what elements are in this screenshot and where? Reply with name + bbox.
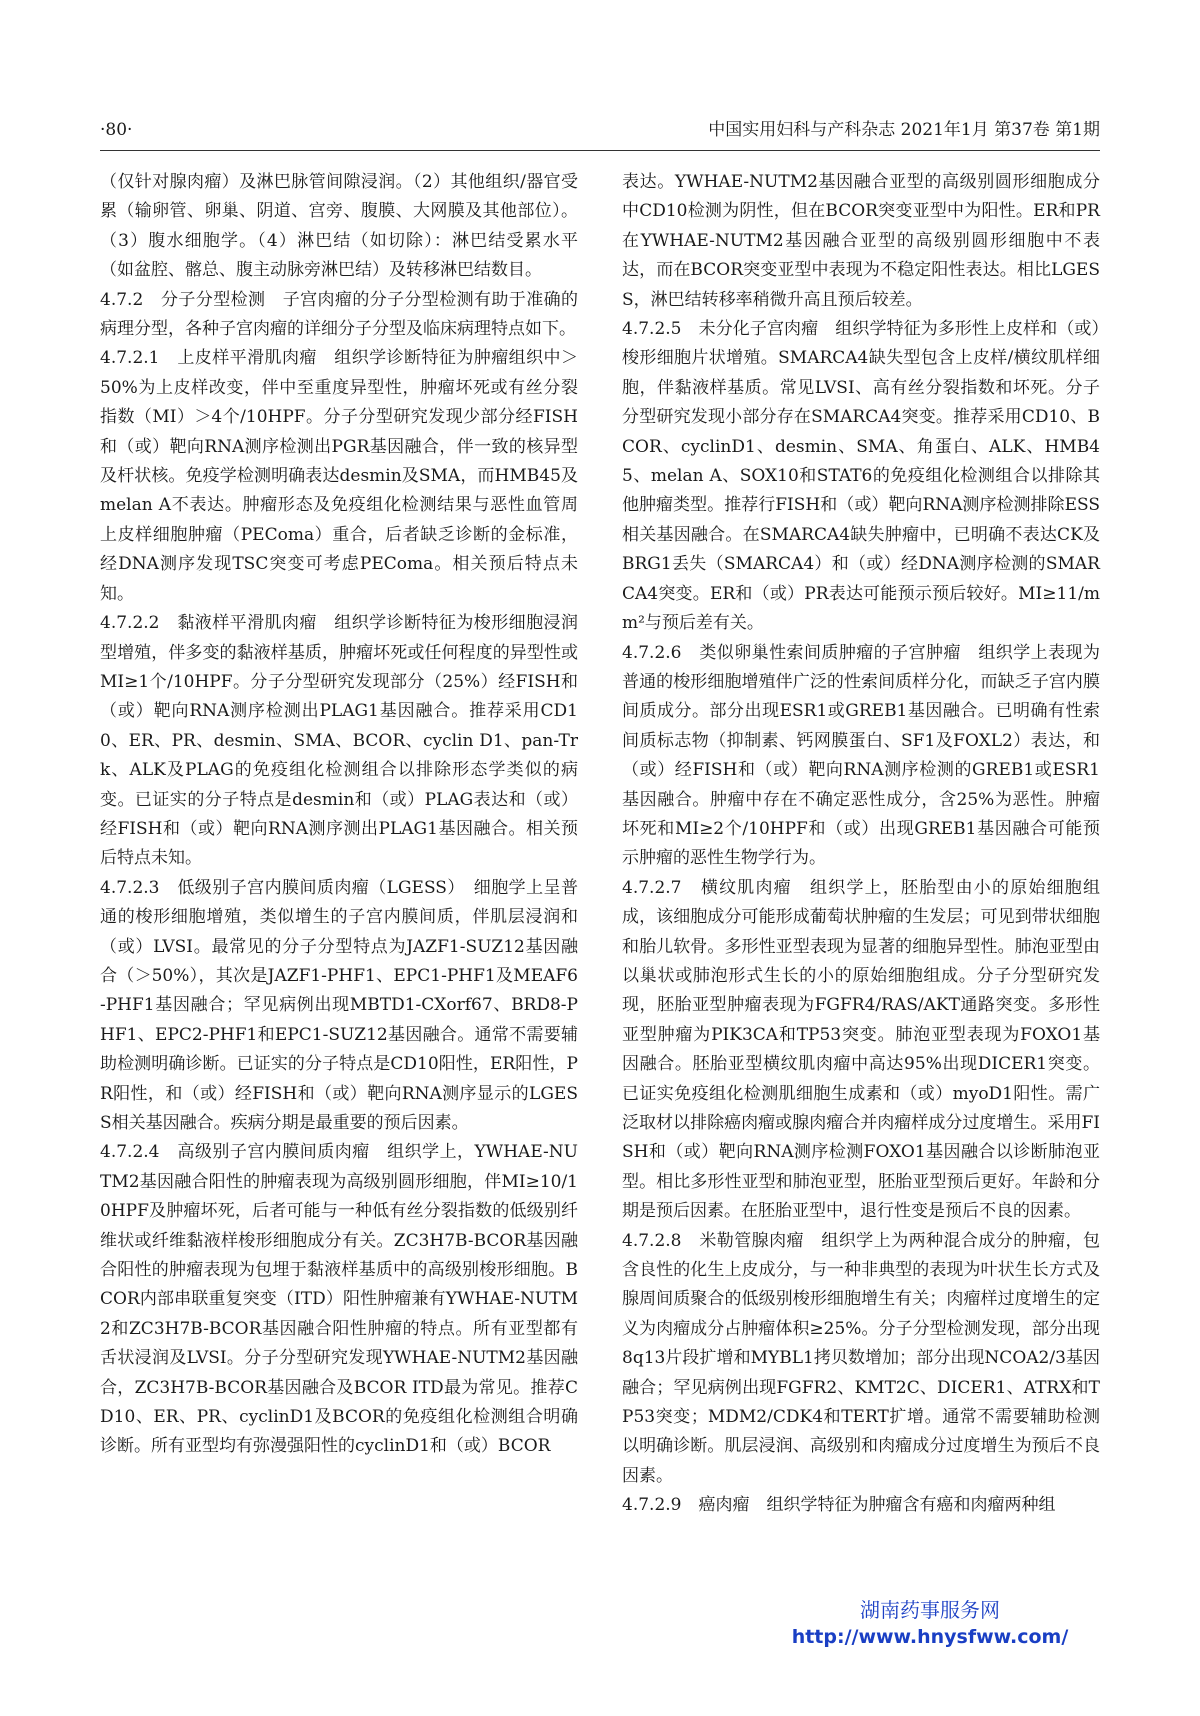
paragraph: 4.7.2.4 高级别子宫内膜间质肉瘤 组织学上，YWHAE-NUTM2基因融合阳性的肿瘤表现为高级别圆形细胞，伴MI≥10/10HPF及肿瘤坏死，后者可能与一种低有丝分裂指数的低级别纤维状或纤维黏液样梭形细胞成分有关。ZC3H7B-BCOR基因融合阳性的肿瘤表现为包埋于黏液样基质中的高级别梭形细胞。BCOR内部串联重复突变（ITD）阳性肿瘤兼有YWHAE-NUTM2和ZC3H7B-BCOR基因融合阳性肿瘤的特点。所有亚型都有舌状浸润及LVSI。分子分型研究发现YWHAE-NUTM2基因融合，ZC3H7B-BCOR基因融合及BCOR ITD最为常见。推荐CD10、ER、PR、cyclinD1及BCOR的免疫组化检测组合明确诊断。所有亚型均有弥漫强阳性的cyclinD1和（或）BCOR <box>100 1142 578 1457</box>
paragraph: （仅针对腺肉瘤）及淋巴脉管间隙浸润。（2）其他组织/器官受累（输卵管、卵巢、阴道、宫旁、腹膜、大网膜及其他部位）。（3）腹水细胞学。（4）淋巴结（如切除）：淋巴结受累水平（如盆腔、髂总、腹主动脉旁淋巴结）及转移淋巴结数目。 <box>100 172 578 281</box>
paragraph: 4.7.2.7 横纹肌肉瘤 组织学上，胚胎型由小的原始细胞组成，该细胞成分可能形成葡萄状肿瘤的生发层；可见到带状细胞和胎儿软骨。多形性亚型表现为显著的细胞异型性。肺泡亚型由以巢状或肺泡形式生长的小的原始细胞组成。分子分型研究发现，胚胎亚型肿瘤表现为FGFR4/RAS/AKT通路突变。多形性亚型肿瘤为PIK3CA和TP53突变。肺泡亚型表现为FOXO1基因融合。胚胎亚型横纹肌肉瘤中高达95%出现DICER1突变。已证实免疫组化检测肌细胞生成素和（或）myoD1阳性。需广泛取材以排除癌肉瘤或腺肉瘤合并肉瘤样成分过度增生。采用FISH和（或）靶向RNA测序检测FOXO1基因融合以诊断肺泡亚型。相比多形性亚型和肺泡亚型，胚胎亚型预后更好。年龄和分期是预后因素。在胚胎亚型中，退行性变是预后不良的因素。 <box>622 877 1100 1222</box>
watermark <box>780 1596 1080 1650</box>
paragraph: 4.7.2.5 未分化子宫肉瘤 组织学特征为多形性上皮样和（或）梭形细胞片状增殖。SMARCA4缺失型包含上皮样/横纹肌样细胞，伴黏液样基质。常见LVSI、高有丝分裂指数和坏死。分子分型研究发现小部分存在SMARCA4突变。推荐采用CD10、BCOR、cyclinD1、desmin、SMA、角蛋白、ALK、HMB45、melan A、SOX10和STAT6的免疫组化检测组合以排除其他肿瘤类型。推荐行FISH和（或）靶向RNA测序检测排除ESS相关基因融合。在SMARCA4缺失肿瘤中，已明确不表达CK及BRG1丢失（SMARCA4）和（或）经DNA测序检测的SMARCA4突变。ER和（或）PR表达可能预示预后较好。MI≥11/mm²与预后差有关。 <box>622 319 1100 634</box>
left-column <box>100 168 578 1462</box>
watermark-url[interactable]: http://www.hnysfww.com/ <box>791 1626 1069 1648</box>
paragraph: 4.7.2.3 低级别子宫内膜间质肉瘤（LGESS） 细胞学上呈普通的梭形细胞增殖，类似增生的子宫内膜间质，伴肌层浸润和（或）LVSI。最常见的分子分型特点为JAZF1-SUZ12基因融合（＞50%），其次是JAZF1-PHF1、EPC1-PHF1及MEAF6-PHF1基因融合；罕见病例出现MBTD1-CXorf67、BRD8-PHF1、EPC2-PHF1和EPC1-SUZ12基因融合。通常不需要辅助检测明确诊断。已证实的分子特点是CD10阳性，ER阳性，PR阳性，和（或）经FISH和（或）靶向RNA测序显示的LGESS相关基因融合。疾病分期是最重要的预后因素。 <box>100 877 578 1133</box>
paragraph: 4.7.2.6 类似卵巢性索间质肿瘤的子宫肿瘤 组织学上表现为普通的梭形细胞增殖伴广泛的性索间质样分化，而缺乏子宫内膜间质成分。部分出现ESR1或GREB1基因融合。已明确有性索间质标志物（抑制素、钙网膜蛋白、SF1及FOXL2）表达，和（或）经FISH和（或）靶向RNA测序检测的GREB1或ESR1基因融合。肿瘤中存在不确定恶性成分，含25%为恶性。肿瘤坏死和MI≥2个/10HPF和（或）出现GREB1基因融合可能预示肿瘤的恶性生物学行为。 <box>622 642 1100 869</box>
watermark-name: 湖南药事服务网 <box>860 1598 1000 1622</box>
paragraph: 4.7.2.1 上皮样平滑肌肉瘤 组织学诊断特征为肿瘤组织中＞50%为上皮样改变，伴中至重度异型性，肿瘤坏死或有丝分裂指数（MI）＞4个/10HPF。分子分型研究发现少部分经FISH和（或）靶向RNA测序检测出PGR基因融合，伴一致的核异型及杆状核。免疫学检测明确表达desmin及SMA，而HMB45及melan A不表达。肿瘤形态及免疫组化检测结果与恶性血管周上皮样细胞肿瘤（PEComa）重合，后者缺乏诊断的金标准，经DNA测序发现TSC突变可考虑PEComa。相关预后特点未知。 <box>100 348 578 604</box>
paragraph: 4.7.2.8 米勒管腺肉瘤 组织学上为两种混合成分的肿瘤，包含良性的化生上皮成分，与一种非典型的表现为叶状生长方式及腺周间质聚合的低级别梭形细胞增生有关；肉瘤样过度增生的定义为肉瘤成分占肿瘤体积≥25%。分子分型检测发现，部分出现8q13片段扩增和MYBL1拷贝数增加；部分出现NCOA2/3基因融合；罕见病例出现FGFR2、KMT2C、DICER1、ATRX和TP53突变；MDM2/CDK4和TERT扩增。通常不需要辅助检测以明确诊断。肌层浸润、高级别和肉瘤成分过度增生为预后不良因素。 <box>622 1230 1100 1486</box>
paragraph: 表达。YWHAE-NUTM2基因融合亚型的高级别圆形细胞成分中CD10检测为阴性，但在BCOR突变亚型中为阳性。ER和PR在YWHAE-NUTM2基因融合亚型的高级别圆形细胞中不表达，而在BCOR突变亚型中表现为不稳定阳性表达。相比LGESS，淋巴结转移率稍微升高且预后较差。 <box>622 172 1100 310</box>
paragraph: 4.7.2.9 癌肉瘤 组织学特征为肿瘤含有癌和肉瘤两种组 <box>622 1495 1056 1516</box>
paragraph: 4.7.2.2 黏液样平滑肌肉瘤 组织学诊断特征为梭形细胞浸润型增殖，伴多变的黏液样基质，肿瘤坏死或任何程度的异型性或MI≥1个/10HPF。分子分型研究发现部分（25%）经FISH和（或）靶向RNA测序检测出PLAG1基因融合。推荐采用CD10、ER、PR、desmin、SMA、BCOR、cyclin D1、pan-Trk、ALK及PLAG的免疫组化检测组合以排除形态学类似的病变。已证实的分子特点是desmin和（或）PLAG表达和（或）经FISH和（或）靶向RNA测序测出PLAG1基因融合。相关预后特点未知。 <box>100 613 578 869</box>
paragraph: 4.7.2 分子分型检测 子宫肉瘤的分子分型检测有助于准确的病理分型，各种子宫肉瘤的详细分子分型及临床病理特点如下。 <box>100 289 578 340</box>
header-rule <box>100 150 1100 151</box>
journal-title: 中国实用妇科与产科杂志 2021年1月 第37卷 第1期 <box>708 120 1100 140</box>
page-number: ·80· <box>100 120 133 140</box>
right-column <box>622 168 1100 1521</box>
page-header <box>100 116 1100 144</box>
